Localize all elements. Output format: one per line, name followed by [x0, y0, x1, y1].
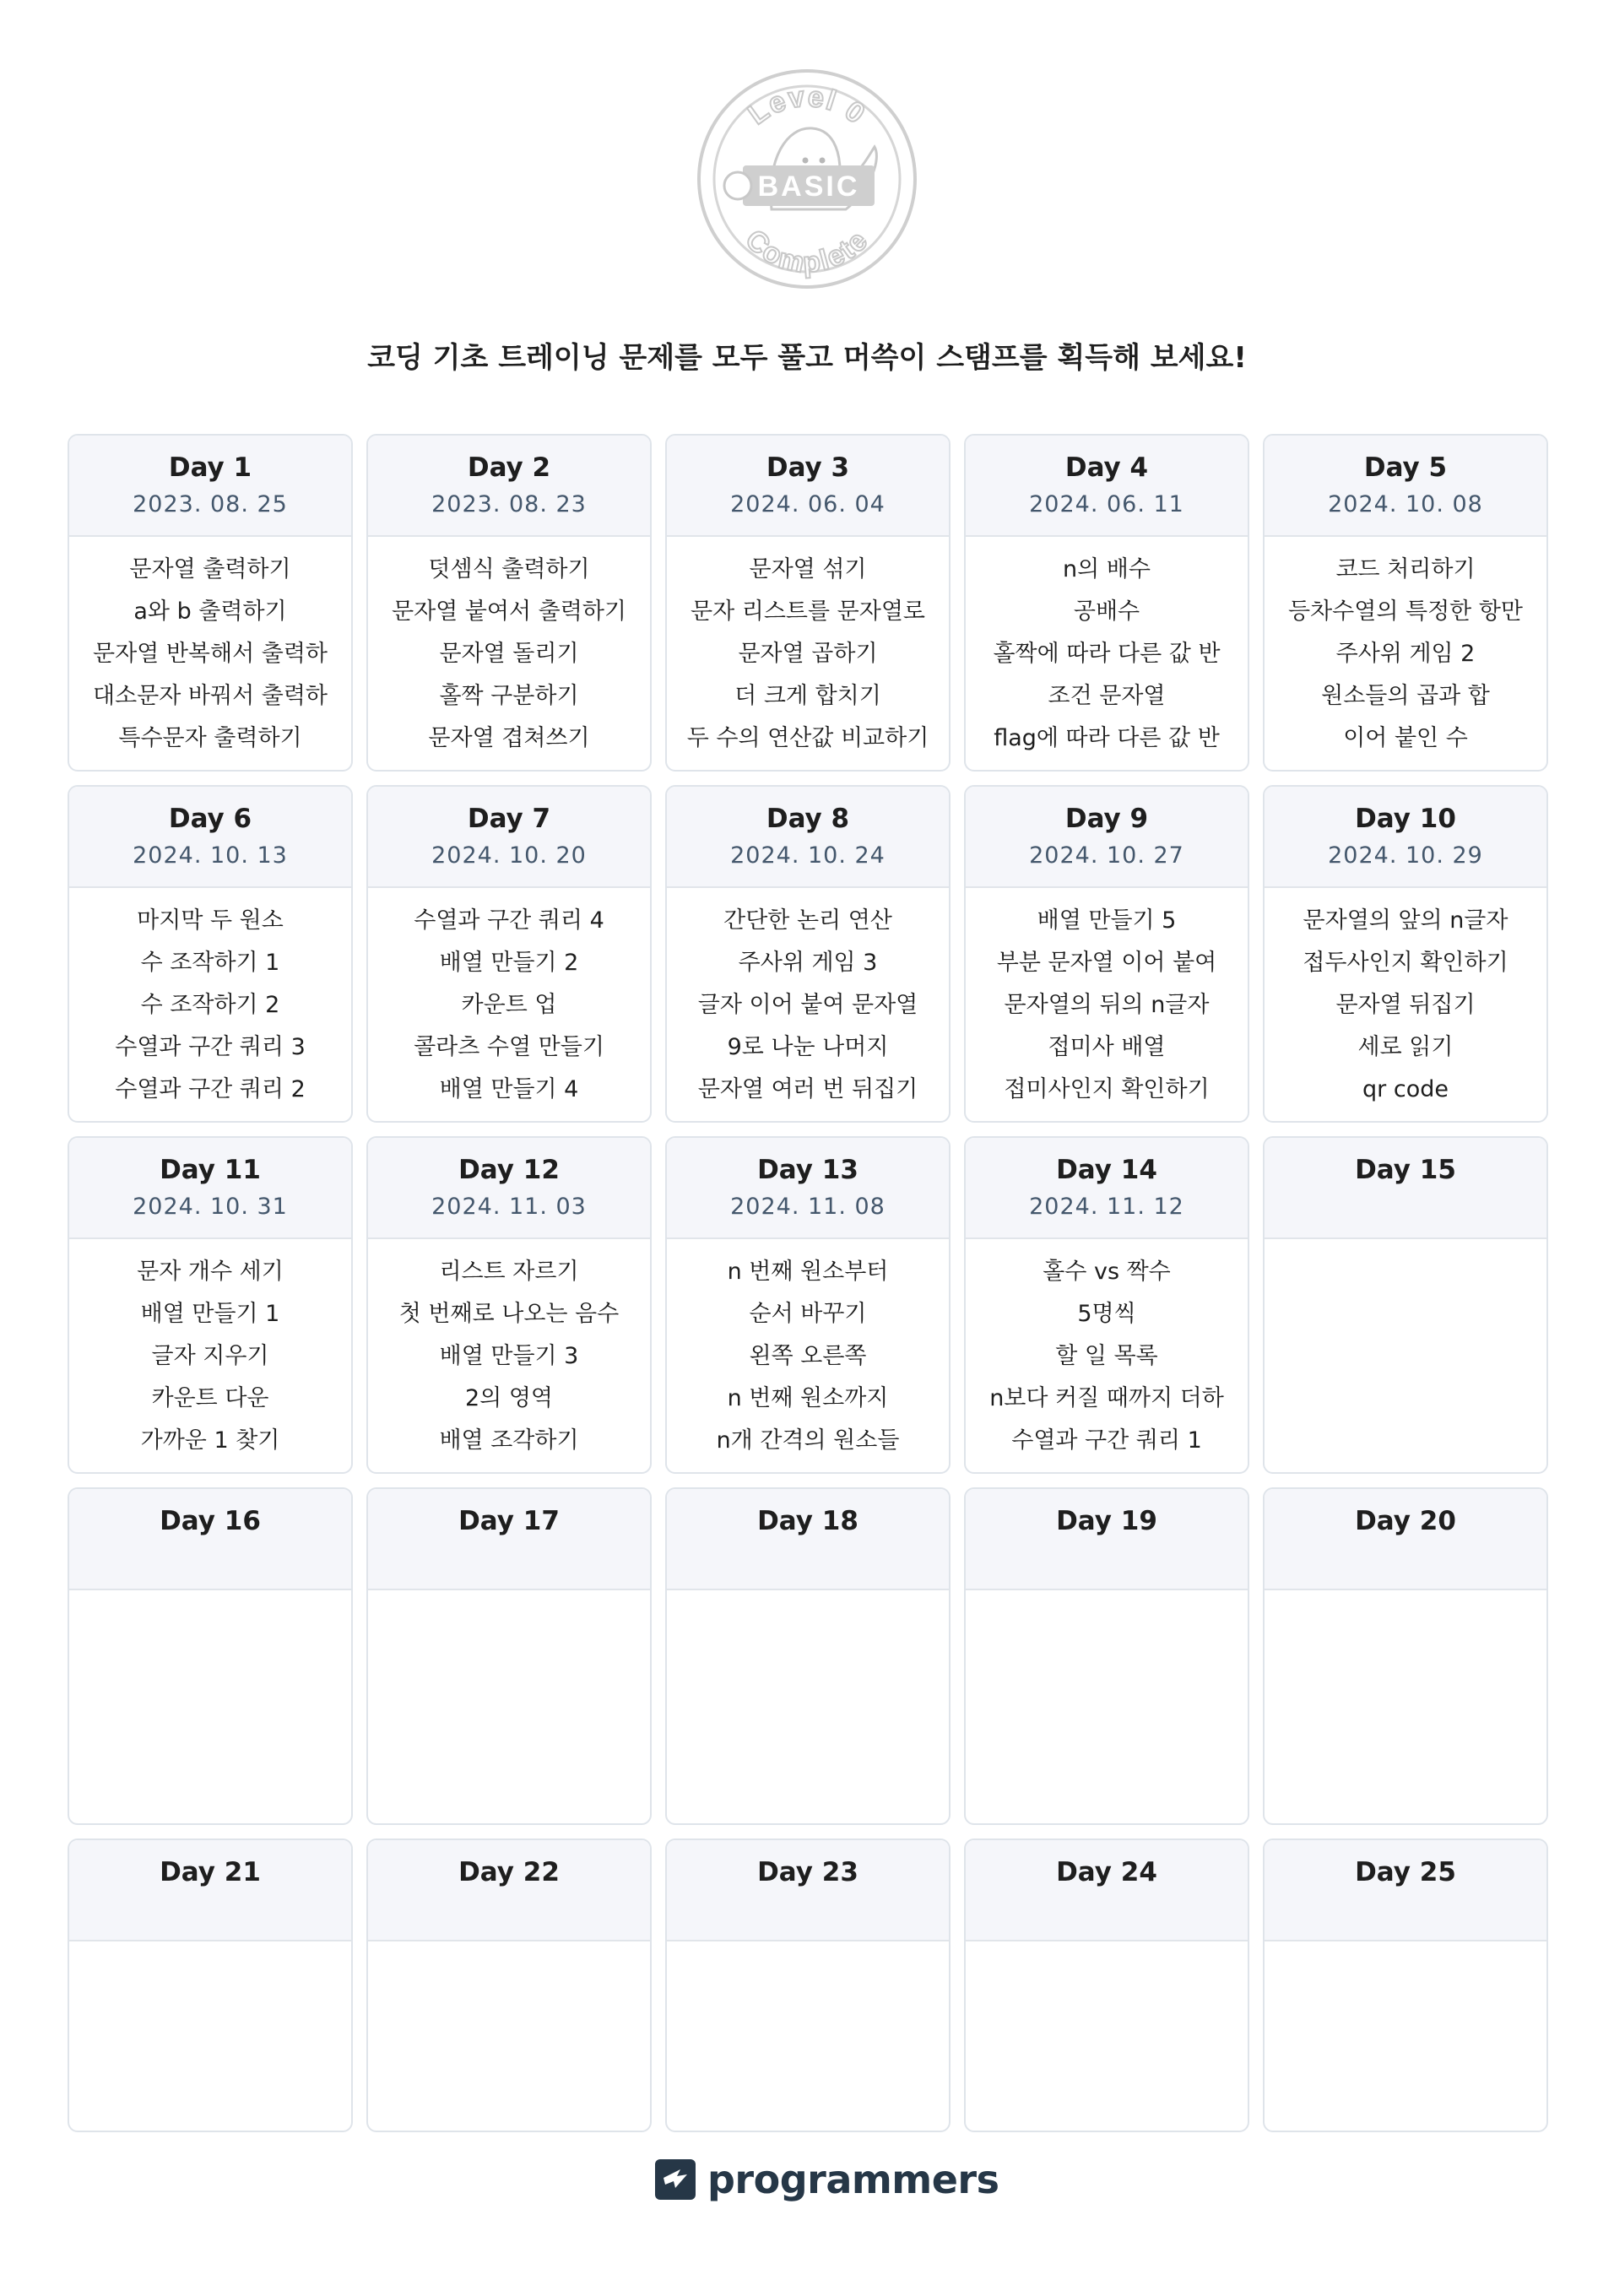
stamp-badge-text: BASIC	[757, 171, 860, 203]
problem-item[interactable]: 덧셈식 출력하기	[428, 556, 590, 582]
day-card	[964, 434, 1249, 772]
day-date: 2024. 11. 12	[1029, 1194, 1184, 1220]
day-problem-list	[667, 1590, 949, 1602]
problem-item[interactable]: 접미사 배열	[1048, 1034, 1166, 1060]
stamp-arc-top: Level 0	[742, 80, 872, 132]
problem-item[interactable]: 문자열 곱하기	[738, 641, 878, 667]
day-problem-list	[1265, 537, 1546, 760]
day-card-header	[667, 1489, 949, 1590]
day-date: 2024. 10. 13	[133, 842, 288, 869]
day-problem-list	[1265, 888, 1546, 1111]
day-date: 2024. 11. 08	[730, 1194, 886, 1220]
day-card	[1263, 1838, 1548, 2132]
day-title: Day 12	[458, 1155, 560, 1185]
problem-item[interactable]: 배열 만들기 2	[439, 950, 579, 976]
problem-item[interactable]: 가까운 1 찾기	[140, 1427, 280, 1454]
problem-item[interactable]: n 번째 원소까지	[727, 1385, 889, 1411]
stamp-arc-bottom: Complete	[739, 223, 875, 280]
day-card-grid	[68, 434, 1548, 2132]
day-problem-list	[368, 1239, 650, 1462]
problem-item[interactable]: 첫 번째로 나오는 음수	[398, 1301, 620, 1327]
problem-item[interactable]: n개 간격의 원소들	[716, 1427, 900, 1454]
problem-item[interactable]: 배열 만들기 4	[439, 1076, 579, 1102]
problem-item[interactable]: 조건 문자열	[1048, 683, 1166, 709]
day-card	[68, 1136, 353, 1474]
day-card-header	[69, 1840, 351, 1941]
day-title: Day 6	[168, 804, 252, 834]
day-title: Day 22	[458, 1857, 560, 1887]
problem-item[interactable]: 수열과 구간 쿼리 2	[115, 1076, 306, 1102]
day-card-header	[69, 787, 351, 888]
day-card	[366, 785, 652, 1123]
problem-item[interactable]: 배열 만들기 3	[439, 1343, 579, 1369]
day-date: 2023. 08. 23	[431, 491, 587, 517]
problem-item[interactable]: flag에 따라 다른 값 반	[994, 725, 1220, 751]
problem-item[interactable]: 문자열 반복해서 출력하	[93, 641, 328, 667]
problem-item[interactable]: 등차수열의 특정한 항만	[1288, 598, 1523, 625]
day-problem-list	[368, 537, 650, 760]
day-card	[964, 785, 1249, 1123]
day-problem-list	[69, 888, 351, 1111]
programmers-logo-icon	[655, 2159, 696, 2200]
problem-item[interactable]: 콜라츠 수열 만들기	[414, 1034, 604, 1060]
day-card-header	[368, 1138, 650, 1239]
day-title: Day 25	[1355, 1857, 1456, 1887]
day-problem-list	[69, 1941, 351, 1953]
day-card-header	[69, 1489, 351, 1590]
day-card-header	[1265, 1138, 1546, 1239]
problem-item[interactable]: 수열과 구간 쿼리 3	[115, 1034, 306, 1060]
day-problem-list	[69, 1239, 351, 1462]
day-problem-list	[966, 888, 1248, 1111]
day-title: Day 3	[766, 452, 850, 483]
day-date: 2024. 10. 27	[1029, 842, 1184, 869]
problem-item[interactable]: n보다 커질 때까지 더하	[989, 1385, 1224, 1411]
day-card	[1263, 1487, 1548, 1825]
day-date: 2024. 10. 08	[1328, 491, 1483, 517]
day-date: 2023. 08. 25	[133, 491, 288, 517]
day-title: Day 7	[467, 804, 551, 834]
day-title: Day 20	[1355, 1506, 1456, 1536]
day-card-header	[368, 1489, 650, 1590]
problem-item[interactable]: 더 크게 합치기	[734, 683, 881, 709]
day-title: Day 19	[1056, 1506, 1157, 1536]
day-problem-list	[69, 1590, 351, 1602]
day-problem-list	[966, 1590, 1248, 1602]
day-card-header	[667, 1840, 949, 1941]
problem-item[interactable]: 문자열 붙여서 출력하기	[392, 598, 626, 625]
day-problem-list	[667, 537, 949, 760]
problem-item[interactable]: 리스트 자르기	[439, 1259, 579, 1285]
problem-item[interactable]: 배열 조각하기	[439, 1427, 579, 1454]
day-title: Day 8	[766, 804, 850, 834]
day-card	[665, 434, 951, 772]
day-problem-list	[667, 1941, 949, 1953]
day-card	[68, 1838, 353, 2132]
day-problem-list	[69, 537, 351, 760]
day-card	[366, 434, 652, 772]
day-problem-list	[966, 537, 1248, 760]
day-card-header	[667, 1138, 949, 1239]
day-title: Day 14	[1056, 1155, 1157, 1185]
problem-item[interactable]: 수열과 구간 쿼리 4	[414, 907, 604, 934]
problem-item[interactable]: 글자 이어 붙여 문자열	[697, 992, 918, 1018]
day-problem-list	[667, 1239, 949, 1462]
day-title: Day 11	[160, 1155, 261, 1185]
problem-item[interactable]: 간단한 논리 연산	[723, 907, 892, 934]
problem-item[interactable]: 접미사인지 확인하기	[1004, 1076, 1210, 1102]
problem-item[interactable]: 코드 처리하기	[1335, 556, 1476, 582]
problem-item[interactable]: qr code	[1362, 1076, 1449, 1102]
problem-item[interactable]: 2의 영역	[464, 1385, 553, 1411]
day-problem-list	[1265, 1590, 1546, 1602]
day-card-header	[966, 1489, 1248, 1590]
day-card	[68, 785, 353, 1123]
problem-item[interactable]: 왼쪽 오른쪽	[749, 1343, 867, 1369]
problem-item[interactable]: 문자열 겹쳐쓰기	[428, 725, 590, 751]
day-problem-list	[966, 1239, 1248, 1462]
problem-item[interactable]: 카운트 다운	[151, 1385, 269, 1411]
day-card-header	[69, 436, 351, 537]
day-card	[68, 1487, 353, 1825]
day-title: Day 24	[1056, 1857, 1157, 1887]
day-title: Day 18	[757, 1506, 858, 1536]
day-card	[665, 1487, 951, 1825]
problem-item[interactable]: 홀짝 구분하기	[439, 683, 579, 709]
problem-item[interactable]: 부분 문자열 이어 붙여	[996, 950, 1217, 976]
day-date: 2024. 10. 31	[133, 1194, 288, 1220]
day-title: Day 1	[168, 452, 252, 483]
day-title: Day 10	[1355, 804, 1456, 834]
problem-item[interactable]: a와 b 출력하기	[133, 598, 287, 625]
day-card	[665, 1838, 951, 2132]
day-card-header	[1265, 436, 1546, 537]
page-headline: 코딩 기초 트레이닝 문제를 모두 풀고 머쓱이 스탬프를 획득해 보세요!	[367, 341, 1247, 375]
problem-item[interactable]: 두 수의 연산값 비교하기	[686, 725, 929, 751]
day-card-header	[368, 436, 650, 537]
day-date: 2024. 10. 24	[730, 842, 886, 869]
problem-item[interactable]: 홀수 vs 짝수	[1043, 1259, 1171, 1285]
programmers-wordmark: programmers	[707, 2157, 999, 2202]
day-title: Day 21	[160, 1857, 261, 1887]
day-card-header	[368, 787, 650, 888]
day-card-header	[667, 787, 949, 888]
day-problem-list	[966, 1941, 1248, 1953]
day-date: 2024. 06. 11	[1029, 491, 1184, 517]
day-card	[366, 1136, 652, 1474]
problem-item[interactable]: 문자열 섞기	[749, 556, 867, 582]
svg-text:Level 0	[742, 81, 872, 132]
day-card	[366, 1838, 652, 2132]
problem-item[interactable]: n 번째 원소부터	[727, 1259, 889, 1285]
day-card-header	[69, 1138, 351, 1239]
problem-item[interactable]: 세로 읽기	[1357, 1034, 1454, 1060]
day-problem-list	[368, 1941, 650, 1953]
day-card	[665, 1136, 951, 1474]
problem-item[interactable]: 문자 리스트를 문자열로	[691, 598, 925, 625]
problem-item[interactable]: 문자열 출력하기	[129, 556, 291, 582]
day-card	[964, 1487, 1249, 1825]
day-problem-list	[1265, 1239, 1546, 1251]
day-problem-list	[667, 888, 949, 1111]
day-card-header	[1265, 787, 1546, 888]
problem-item[interactable]: 주사위 게임 3	[738, 950, 878, 976]
problem-item[interactable]: 문자 개수 세기	[137, 1259, 284, 1285]
day-card	[1263, 434, 1548, 772]
day-title: Day 2	[467, 452, 551, 483]
day-title: Day 17	[458, 1506, 560, 1536]
day-card-header	[966, 436, 1248, 537]
problem-item[interactable]: 주사위 게임 2	[1335, 641, 1476, 667]
problem-item[interactable]: 5명씩	[1077, 1301, 1136, 1327]
day-date: 2024. 10. 29	[1328, 842, 1483, 869]
problem-item[interactable]: 수열과 구간 쿼리 1	[1011, 1427, 1202, 1454]
day-card	[665, 785, 951, 1123]
problem-item[interactable]: 카운트 업	[461, 992, 557, 1018]
stamp-graphic	[694, 66, 920, 292]
day-card-header	[966, 1840, 1248, 1941]
problem-item[interactable]: 문자열 돌리기	[439, 641, 579, 667]
day-card	[964, 1136, 1249, 1474]
problem-item[interactable]: 순서 바꾸기	[749, 1301, 867, 1327]
problem-item[interactable]: 이어 붙인 수	[1343, 725, 1468, 751]
problem-item[interactable]: 원소들의 곱과 합	[1321, 683, 1490, 709]
problem-item[interactable]: 배열 만들기 1	[140, 1301, 280, 1327]
day-date: 2024. 11. 03	[431, 1194, 587, 1220]
problem-item[interactable]: 배열 만들기 5	[1037, 907, 1177, 934]
day-card-header	[1265, 1840, 1546, 1941]
day-card	[1263, 785, 1548, 1123]
day-problem-list	[368, 888, 650, 1111]
problem-item[interactable]: 특수문자 출력하기	[118, 725, 302, 751]
day-title: Day 23	[757, 1857, 858, 1887]
problem-item[interactable]: 대소문자 바꿔서 출력하	[93, 683, 328, 709]
problem-item[interactable]: 할 일 목록	[1055, 1343, 1158, 1369]
problem-item[interactable]: 마지막 두 원소	[137, 907, 284, 934]
problem-item[interactable]: 수 조작하기 2	[140, 992, 280, 1018]
level-0-basic-stamp	[694, 66, 920, 292]
problem-item[interactable]: 홀짝에 따라 다른 값 반	[993, 641, 1221, 667]
day-problem-list	[1265, 1941, 1546, 1953]
day-date: 2024. 06. 04	[730, 491, 886, 517]
day-date: 2024. 10. 20	[431, 842, 587, 869]
problem-item[interactable]: 수 조작하기 1	[140, 950, 280, 976]
day-card	[1263, 1136, 1548, 1474]
day-title: Day 9	[1064, 804, 1149, 834]
day-title: Day 4	[1064, 452, 1149, 483]
day-card-header	[667, 436, 949, 537]
day-title: Day 13	[757, 1155, 858, 1185]
day-title: Day 5	[1363, 452, 1448, 483]
day-card-header	[368, 1840, 650, 1941]
day-card-header	[1265, 1489, 1546, 1590]
problem-item[interactable]: 문자열 뒤집기	[1335, 992, 1476, 1018]
svg-text:Complete	[739, 224, 875, 279]
day-card	[366, 1487, 652, 1825]
problem-item[interactable]: 문자열의 뒤의 n글자	[1004, 992, 1210, 1018]
day-title: Day 15	[1355, 1155, 1456, 1185]
day-title: Day 16	[160, 1506, 261, 1536]
day-card-header	[966, 787, 1248, 888]
problem-item[interactable]: 공배수	[1073, 598, 1140, 625]
problem-item[interactable]: 9로 나눈 나머지	[727, 1034, 889, 1060]
problem-item[interactable]: 문자열 여러 번 뒤집기	[697, 1076, 918, 1102]
day-card-header	[966, 1138, 1248, 1239]
day-problem-list	[368, 1590, 650, 1602]
day-card	[964, 1838, 1249, 2132]
problem-item[interactable]: 접두사인지 확인하기	[1303, 950, 1508, 976]
day-card	[68, 434, 353, 772]
problem-item[interactable]: n의 배수	[1063, 556, 1151, 582]
programmers-logo[interactable]	[655, 2156, 999, 2203]
problem-item[interactable]: 문자열의 앞의 n글자	[1303, 907, 1508, 934]
problem-item[interactable]: 글자 지우기	[151, 1343, 269, 1369]
